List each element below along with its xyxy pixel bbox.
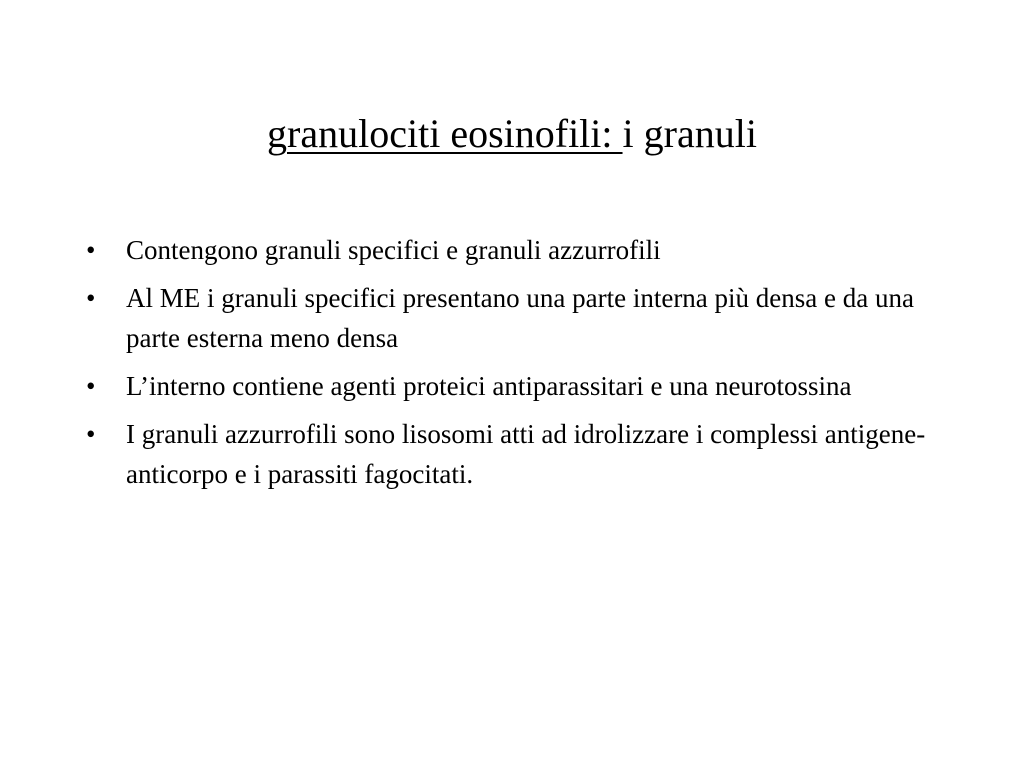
- bullet-item: [84, 366, 944, 406]
- bullet-icon: •: [86, 419, 96, 449]
- bullet-text: Al ME i granuli specifici presentano una parte interna più densa e da una parte esterna meno densa: [126, 283, 914, 353]
- bullet-item: [84, 278, 944, 358]
- slide-title-underlined: granulociti eosinofili:: [267, 111, 623, 156]
- bullet-icon: •: [86, 235, 96, 265]
- bullet-item: [84, 414, 944, 494]
- bullet-text: L’interno contiene agenti proteici antiparassitari e una neurotossina: [126, 371, 852, 401]
- bullet-text: Contengono granuli specifici e granuli azzurrofili: [126, 235, 661, 265]
- slide-title-rest: i granuli: [622, 111, 757, 156]
- bullet-item: [84, 230, 944, 270]
- bullet-icon: •: [86, 371, 96, 401]
- bullet-icon: •: [86, 283, 96, 313]
- bullet-list: [84, 230, 944, 502]
- bullet-text: I granuli azzurrofili sono lisosomi atti ad idrolizzare i complessi antigene-anticorpo e i parassiti fagocitati.: [126, 419, 926, 489]
- slide-title: [0, 108, 1024, 160]
